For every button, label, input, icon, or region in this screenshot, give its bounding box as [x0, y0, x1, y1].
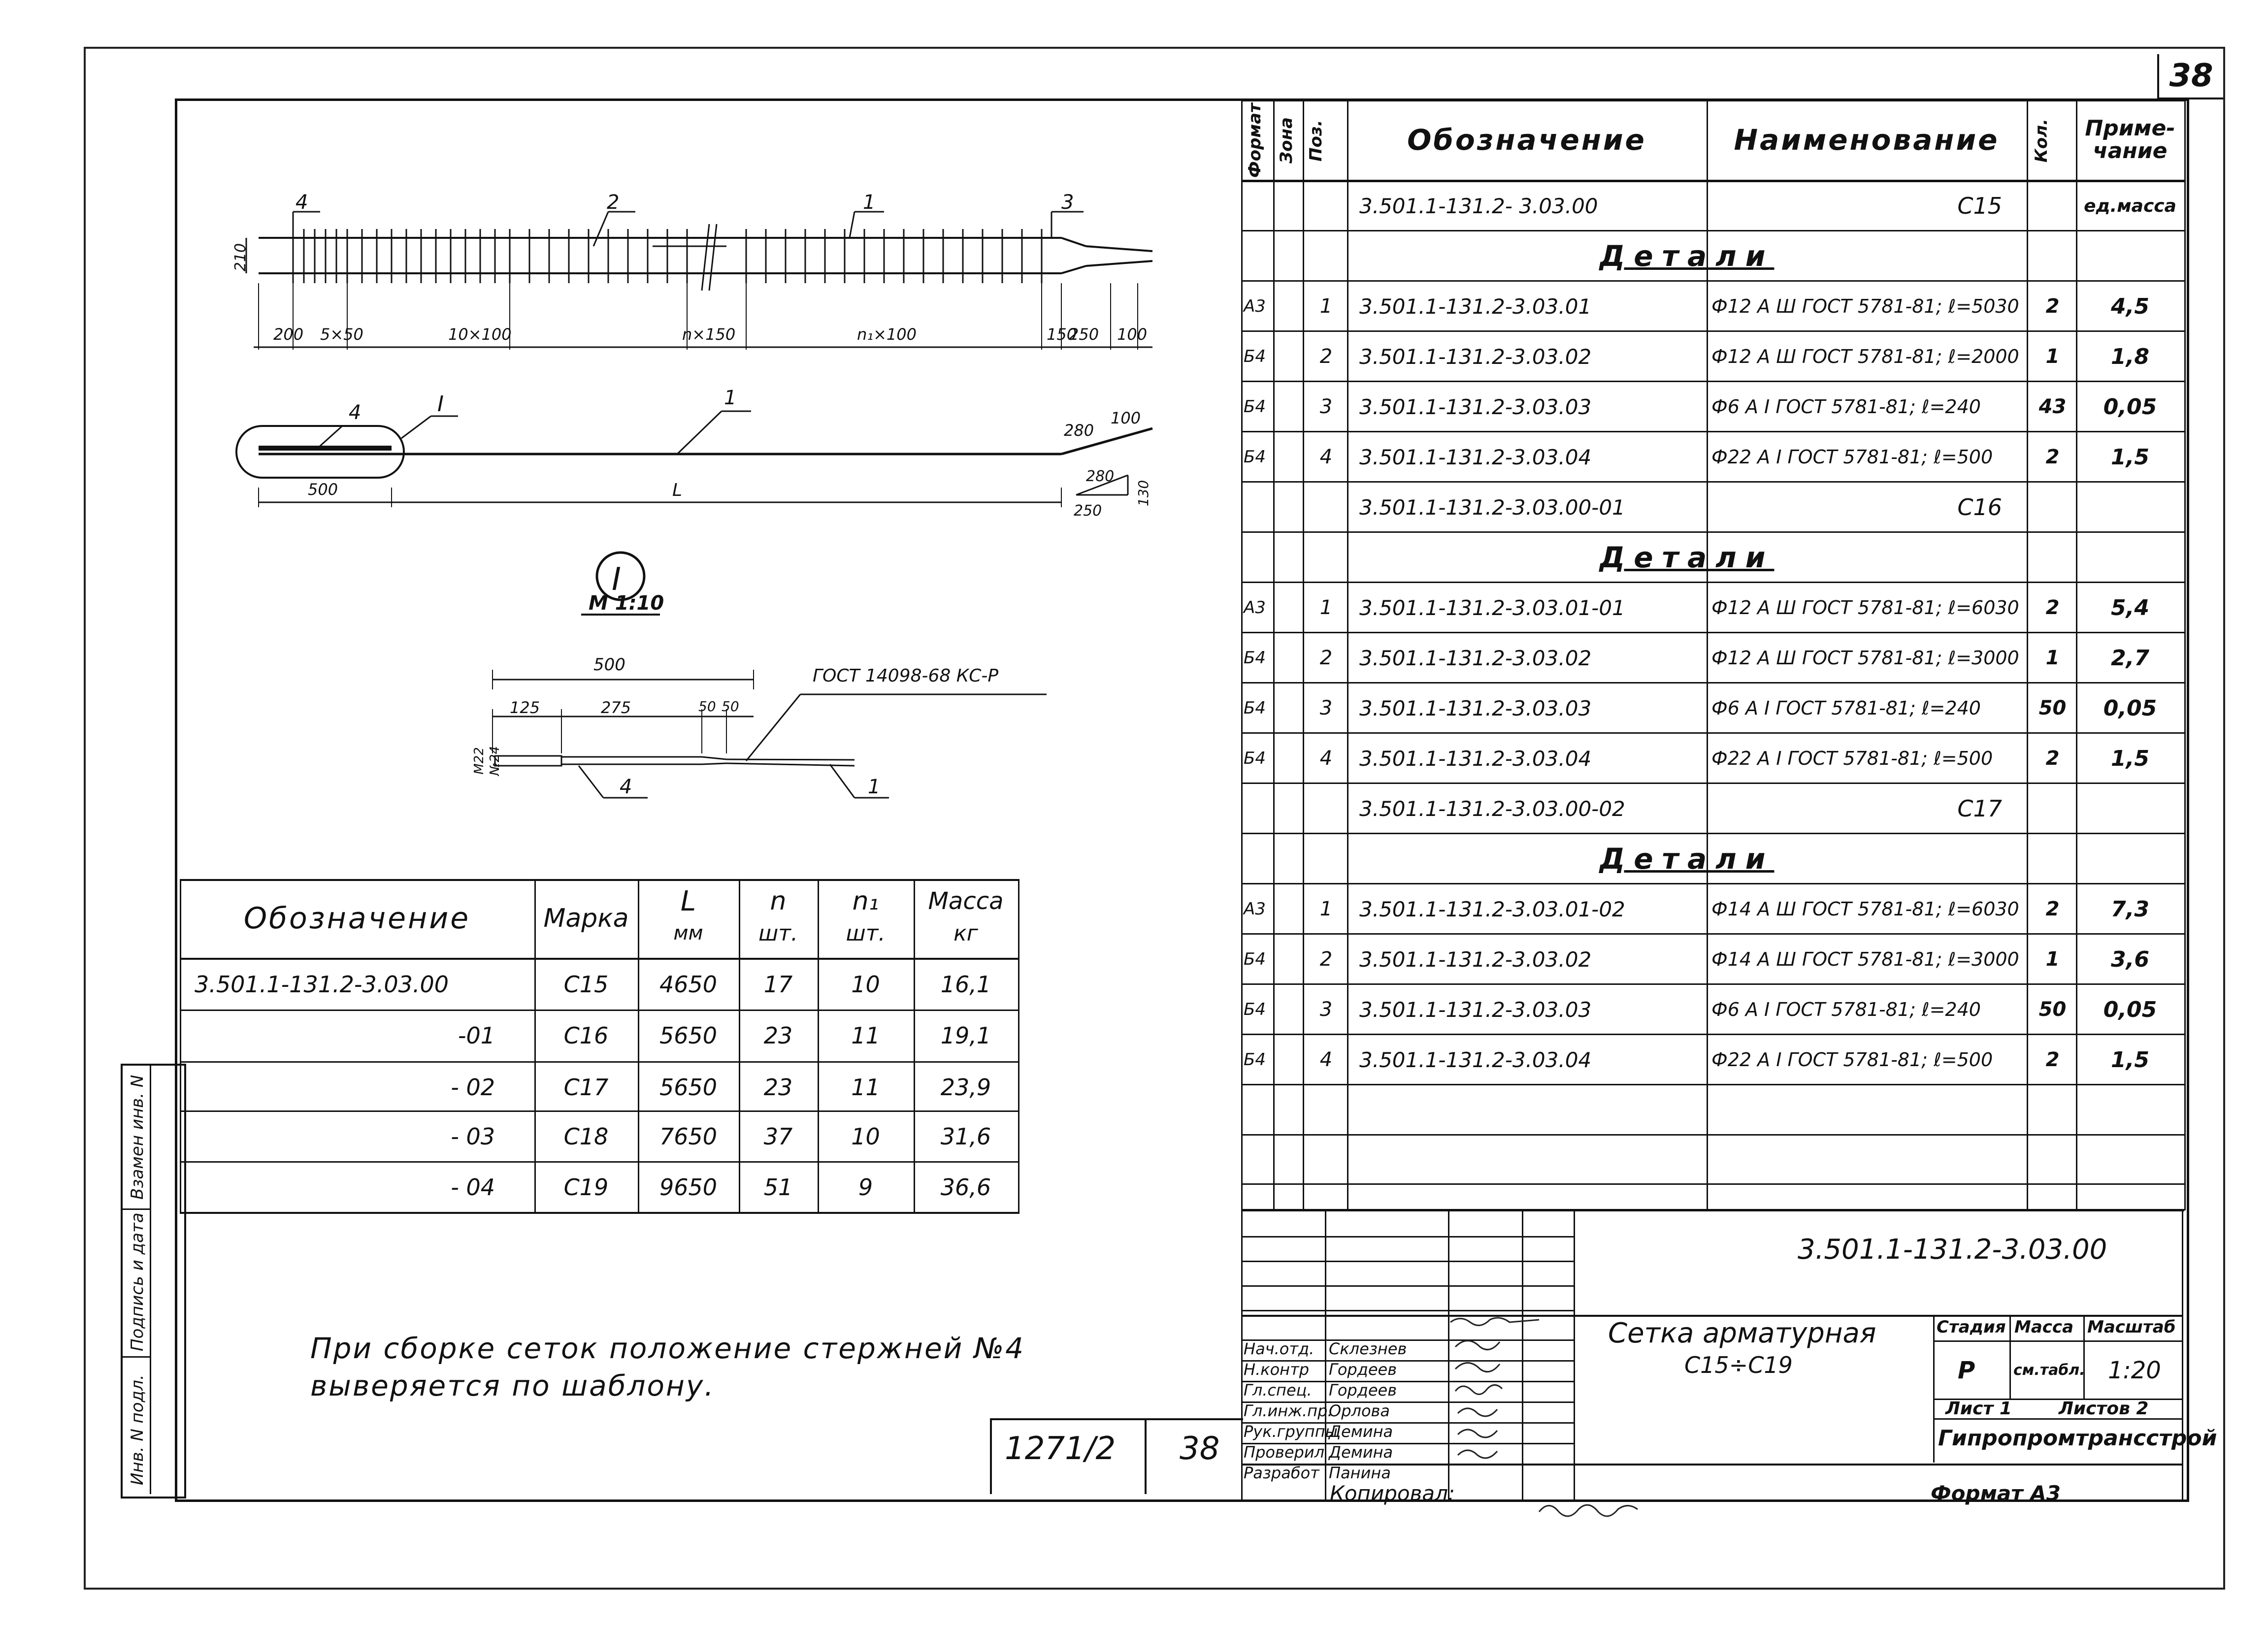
approval-sidebar [121, 1064, 186, 1499]
spec-item-qty: 2 [2045, 1048, 2060, 1071]
spec-item-mass: 1,5 [2111, 746, 2149, 771]
drawing-code: 3.501.1-131.2-3.03.00 [1798, 1234, 2107, 1266]
detail-dim-125: 125 [510, 698, 540, 717]
sheet-number: Лист 1 [1945, 1399, 2012, 1419]
spec-item-qty: 2 [2045, 446, 2060, 468]
specification-table [1241, 100, 2184, 1210]
mt-row-mass: 19,1 [940, 1022, 991, 1049]
copier-signature [1537, 1497, 1684, 1527]
mt-header-mark: Марка [543, 904, 629, 933]
mt-row-mark: С15 [563, 971, 609, 998]
spec-item-name: Ф14 А Ш ГОСТ 5781-81; ℓ=3000 [1711, 948, 2019, 970]
dim-height: 210 [232, 243, 250, 272]
spec-item-designation: 3.501.1-131.2-3.03.03 [1359, 394, 1592, 419]
dim-200: 200 [273, 325, 304, 344]
spec-item-format: Б4 [1244, 1000, 1266, 1019]
role-title: Н.контр [1244, 1360, 1310, 1379]
header-name: Наименование [1734, 123, 2000, 157]
spec-item-format: Б4 [1244, 347, 1266, 366]
copied-label: Копировал: [1330, 1481, 1455, 1505]
spec-item-pos: 2 [1319, 647, 1333, 669]
spec-item-mass: 0,05 [2103, 997, 2157, 1022]
spec-item-pos: 4 [1319, 747, 1333, 770]
spec-item-name: Ф22 А I ГОСТ 5781-81; ℓ=500 [1711, 446, 1993, 468]
spec-item-name: Ф12 А Ш ГОСТ 5781-81; ℓ=3000 [1711, 647, 2019, 669]
mt-row-mass: 16,1 [940, 971, 991, 998]
spec-assembly-note: ед.масса [2084, 195, 2176, 216]
hdr-stage: Стадия [1937, 1317, 2006, 1337]
detail-dim-50b: 50 [722, 698, 739, 715]
mt-row-mark: С18 [563, 1123, 609, 1150]
spec-item-designation: 3.501.1-131.2-3.03.03 [1359, 696, 1592, 720]
mt-row-mark: С16 [563, 1022, 609, 1049]
role-title: Нач.отд. [1244, 1339, 1315, 1358]
spec-item-qty: 2 [2045, 596, 2060, 619]
spec-assembly-mark: С15 [1957, 193, 2002, 219]
label-pos-2-top: 2 [607, 191, 620, 214]
spec-item-format: Б4 [1244, 648, 1266, 668]
detail-scale: M 1:10 [589, 592, 664, 615]
spec-item-pos: 2 [1319, 345, 1333, 368]
label-pos-1-side: 1 [724, 387, 737, 409]
spec-item-qty: 50 [2038, 998, 2067, 1021]
dim-100: 100 [1117, 325, 1148, 344]
dim-L: L [672, 480, 683, 500]
spec-item-pos: 1 [1319, 596, 1333, 619]
role-person: Демина [1329, 1443, 1393, 1462]
spec-assembly-mark: С17 [1957, 795, 2002, 822]
spec-item-designation: 3.501.1-131.2-3.03.03 [1359, 997, 1592, 1022]
spec-item-mass: 3,6 [2111, 946, 2149, 972]
spec-item-format: А3 [1244, 598, 1266, 618]
role-person: Гордеев [1329, 1381, 1397, 1400]
spec-item-name: Ф12 А Ш ГОСТ 5781-81; ℓ=2000 [1711, 346, 2019, 367]
spec-item-mass: 5,4 [2111, 595, 2149, 620]
drawing-title-line2: С15÷С19 [1684, 1352, 1793, 1378]
mt-header-mass: Масса [928, 887, 1004, 915]
spec-item-mass: 1,5 [2111, 1047, 2149, 1073]
title-block [1241, 1209, 2217, 1505]
spec-item-designation: 3.501.1-131.2-3.03.02 [1359, 947, 1592, 972]
detail-dim-50a: 50 [698, 698, 716, 715]
spec-item-designation: 3.501.1-131.2-3.03.01-01 [1359, 595, 1625, 620]
sheets-total: Листов 2 [2059, 1399, 2149, 1419]
detail-dim-275: 275 [601, 698, 631, 717]
label-detail-I: I [437, 391, 444, 417]
archive-number: 1271/2 [1005, 1431, 1116, 1467]
spec-item-pos: 3 [1319, 998, 1333, 1021]
spec-item-pos: 4 [1319, 1048, 1333, 1071]
mt-row-n: 23 [763, 1074, 793, 1101]
mt-header-designation: Обозначение [243, 901, 471, 936]
spec-item-name: Ф12 А Ш ГОСТ 5781-81; ℓ=5030 [1711, 295, 2019, 317]
label-pos-4-top: 4 [296, 191, 308, 214]
scale-value: 1:20 [2108, 1357, 2161, 1384]
spec-item-qty: 1 [2045, 345, 2060, 368]
mt-row-mass: 23,9 [940, 1074, 991, 1101]
spec-item-qty: 2 [2045, 295, 2060, 318]
spec-assembly-mark: С16 [1957, 494, 2002, 521]
spec-item-format: Б4 [1244, 397, 1266, 417]
sidebar-replace-label: Взамен инв. N [128, 1075, 147, 1200]
mt-header-mass-unit: кг [953, 920, 978, 946]
header-format: Формат [1245, 103, 1265, 178]
mt-row-designation: - 03 [451, 1123, 495, 1150]
archive-page: 38 [1180, 1431, 1220, 1467]
mt-row-n1: 10 [851, 1123, 880, 1150]
mt-header-n-unit: шт. [758, 920, 798, 946]
mark-table [180, 879, 1019, 1214]
mt-row-L: 4650 [659, 971, 718, 998]
mt-row-designation: 3.501.1-131.2-3.03.00 [195, 971, 449, 998]
dim-150: 150 [1047, 325, 1077, 344]
spec-assembly-designation: 3.501.1-131.2-3.03.00-01 [1359, 495, 1625, 520]
header-pos: Поз. [1306, 120, 1326, 162]
role-person: Орлова [1329, 1401, 1390, 1420]
detail-mark: I [612, 561, 621, 598]
dim-250-small: 250 [1074, 502, 1102, 520]
spec-assembly-designation: 3.501.1-131.2-3.03.00-02 [1359, 796, 1625, 821]
spec-item-designation: 3.501.1-131.2-3.03.04 [1359, 1047, 1592, 1072]
label-pos-1-top: 1 [863, 191, 876, 214]
spec-item-name: Ф6 А I ГОСТ 5781-81; ℓ=240 [1711, 697, 1981, 719]
spec-item-name: Ф6 А I ГОСТ 5781-81; ℓ=240 [1711, 999, 1981, 1020]
detail-dim-500: 500 [593, 655, 625, 675]
detail-dim-m22: М22 [471, 747, 487, 775]
stage-value: Р [1958, 1357, 1975, 1384]
mt-row-n: 37 [763, 1123, 793, 1150]
dim-130: 130 [1135, 480, 1152, 507]
role-title: Рук.группы [1244, 1422, 1338, 1441]
spec-item-name: Ф6 А I ГОСТ 5781-81; ℓ=240 [1711, 396, 1981, 418]
mt-row-L: 5650 [659, 1074, 718, 1101]
mt-row-designation: - 04 [451, 1174, 495, 1201]
role-person: Панина [1329, 1464, 1391, 1482]
sidebar-sign-label: Подпись и дата [128, 1212, 147, 1351]
spec-item-format: Б4 [1244, 949, 1266, 969]
mt-row-n1: 10 [851, 971, 880, 998]
spec-item-name: Ф22 А I ГОСТ 5781-81; ℓ=500 [1711, 748, 1993, 769]
spec-item-mass: 0,05 [2103, 394, 2157, 420]
mt-row-L: 9650 [659, 1174, 718, 1201]
header-qty: Кол. [2032, 119, 2051, 163]
header-designation: Обозначение [1407, 123, 1646, 157]
mt-row-mass: 31,6 [940, 1123, 991, 1150]
note-line-2: выверяется по шаблону. [310, 1369, 715, 1402]
spec-item-designation: 3.501.1-131.2-3.03.02 [1359, 646, 1592, 670]
spec-section-header: Детали [1599, 541, 1775, 574]
mt-row-n1: 9 [858, 1174, 873, 1201]
sidebar-inv-label: Инв. N подл. [128, 1374, 147, 1486]
spec-item-mass: 2,7 [2111, 645, 2149, 671]
mt-header-n1: n₁ [852, 886, 879, 916]
dim-280-small: 280 [1086, 468, 1115, 485]
detail-gost-note: ГОСТ 14098-68 КС-Р [813, 666, 999, 686]
spec-item-mass: 7,3 [2111, 896, 2149, 922]
mt-row-mark: С19 [563, 1174, 609, 1201]
organization: Гипропромтрансстрой [1938, 1426, 2217, 1451]
dim-10x100: 10×100 [448, 325, 512, 344]
spec-item-pos: 1 [1319, 898, 1333, 920]
dim-280: 280 [1064, 421, 1094, 440]
spec-item-pos: 3 [1319, 697, 1333, 719]
spec-assembly-designation: 3.501.1-131.2- 3.03.00 [1359, 194, 1598, 218]
spec-item-pos: 4 [1319, 446, 1333, 468]
drawing-title-line1: Сетка арматурная [1608, 1317, 1876, 1349]
mt-row-L: 5650 [659, 1022, 718, 1049]
dim-nx150: n×150 [682, 325, 736, 344]
mt-row-designation: - 02 [451, 1074, 495, 1101]
dim-250: 250 [1069, 325, 1099, 344]
dim-100-end: 100 [1111, 409, 1141, 427]
mass-value: см.табл. [2013, 1362, 2085, 1379]
spec-item-pos: 3 [1319, 395, 1333, 418]
signatures [1448, 1307, 1576, 1485]
spec-item-qty: 2 [2045, 747, 2060, 770]
dim-500: 500 [308, 480, 338, 499]
spec-assembly-note [2078, 783, 2182, 834]
spec-item-mass: 1,5 [2111, 444, 2149, 470]
header-note: Приме-чание [2085, 116, 2175, 163]
format-label: Формат А3 [1931, 1481, 2061, 1505]
mt-row-mass: 36,6 [940, 1174, 991, 1201]
spec-item-format: А3 [1244, 899, 1266, 919]
header-zone: Зона [1277, 117, 1296, 164]
role-title: Проверил [1244, 1443, 1325, 1462]
mt-row-n: 17 [763, 971, 793, 998]
dim-5x50: 5×50 [320, 325, 363, 344]
spec-item-format: Б4 [1244, 1050, 1266, 1070]
spec-item-qty: 43 [2038, 395, 2067, 418]
dim-n1x100: n₁×100 [857, 325, 917, 344]
mt-row-n1: 11 [851, 1074, 880, 1101]
spec-item-qty: 50 [2038, 697, 2067, 719]
spec-item-mass: 4,5 [2111, 293, 2149, 319]
mt-row-n: 51 [763, 1174, 793, 1201]
role-title: Гл.инж.пр. [1244, 1401, 1333, 1420]
mt-row-designation: -01 [458, 1022, 495, 1049]
spec-item-designation: 3.501.1-131.2-3.03.04 [1359, 746, 1592, 771]
spec-assembly-note [2078, 482, 2182, 532]
spec-section-header: Детали [1599, 239, 1775, 273]
role-person: Склезнев [1329, 1339, 1407, 1358]
mt-row-n1: 11 [851, 1022, 880, 1049]
role-person: Гордеев [1329, 1360, 1397, 1379]
spec-item-qty: 1 [2045, 647, 2060, 669]
spec-section-header: Детали [1599, 842, 1775, 876]
label-pos-3-top: 3 [1061, 191, 1074, 214]
mt-row-mark: С17 [563, 1074, 609, 1101]
page-number: 38 [2157, 54, 2223, 99]
hdr-scale: Масштаб [2087, 1317, 2176, 1337]
mt-header-L: L [680, 885, 696, 917]
spec-item-designation: 3.501.1-131.2-3.03.02 [1359, 344, 1592, 369]
spec-item-name: Ф14 А Ш ГОСТ 5781-81; ℓ=6030 [1711, 898, 2019, 920]
spec-item-mass: 1,8 [2111, 344, 2149, 369]
spec-item-format: А3 [1244, 296, 1266, 316]
label-pos-4-side: 4 [349, 401, 362, 424]
detail-label-4: 4 [620, 776, 632, 798]
spec-item-pos: 2 [1319, 948, 1333, 971]
detail-dim-n24: №24 [488, 746, 503, 776]
mt-header-L-unit: мм [673, 922, 703, 945]
spec-item-qty: 2 [2045, 898, 2060, 920]
mt-row-n: 23 [763, 1022, 793, 1049]
detail-label-1: 1 [868, 776, 881, 798]
spec-item-name: Ф12 А Ш ГОСТ 5781-81; ℓ=6030 [1711, 597, 2019, 619]
role-title: Разработ [1244, 1464, 1319, 1482]
spec-item-qty: 1 [2045, 948, 2060, 971]
spec-item-name: Ф22 А I ГОСТ 5781-81; ℓ=500 [1711, 1049, 1993, 1071]
spec-item-format: Б4 [1244, 447, 1266, 467]
role-person: Демина [1329, 1422, 1393, 1441]
mt-row-L: 7650 [659, 1123, 718, 1150]
spec-item-format: Б4 [1244, 749, 1266, 768]
spec-item-mass: 0,05 [2103, 695, 2157, 721]
hdr-mass: Масса [2014, 1317, 2074, 1337]
spec-item-format: Б4 [1244, 698, 1266, 718]
spec-item-pos: 1 [1319, 295, 1333, 318]
assembly-note [310, 1330, 1025, 1404]
spec-item-designation: 3.501.1-131.2-3.03.01 [1359, 294, 1592, 319]
note-line-1: При сборке сеток положение стержней №4 [310, 1332, 1025, 1365]
spec-item-designation: 3.501.1-131.2-3.03.04 [1359, 445, 1592, 469]
role-title: Гл.спец. [1244, 1381, 1312, 1400]
spec-item-designation: 3.501.1-131.2-3.03.01-02 [1359, 897, 1625, 921]
mt-header-n: n [770, 886, 787, 916]
mt-header-n1-unit: шт. [846, 920, 886, 946]
